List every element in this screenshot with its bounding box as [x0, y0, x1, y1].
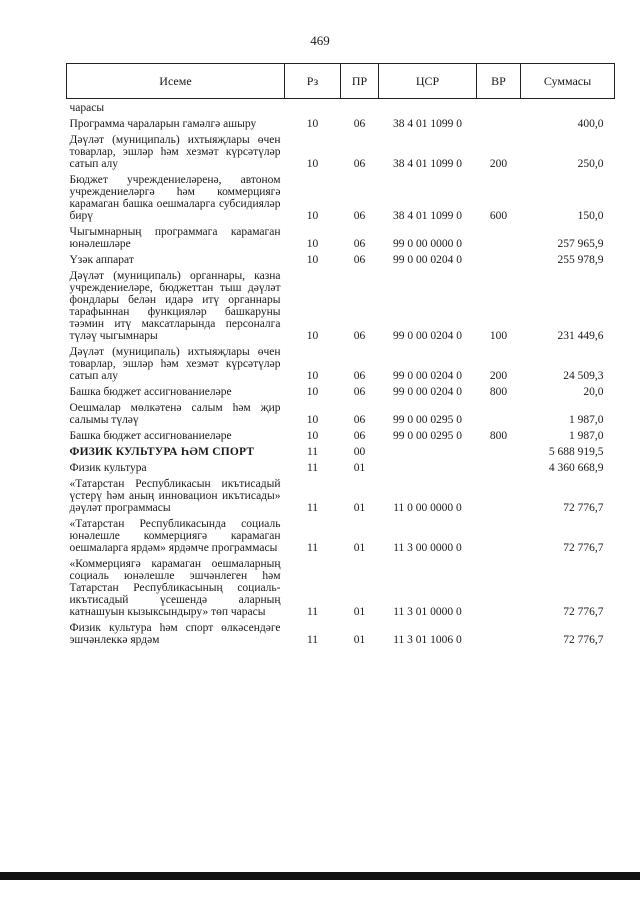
table-row: [67, 223, 615, 251]
cell-rz: 10: [306, 158, 319, 170]
cell-csr: [379, 443, 477, 459]
cell-pr: 01: [353, 502, 366, 514]
header-name: Исеме: [67, 64, 285, 99]
cell-name: Дәүләт (муниципаль) органнары, казна учреждениеләре, бюджеттан тыш дәүләт фондлары белән идарә итү органнары тарафыннан функцияләр башкаруны тәэмин итү максатларында персоналга түләү чыгымнары: [69, 270, 281, 342]
cell-name: Үзәк аппарат: [69, 254, 134, 266]
cell-name: Дәүләт (муниципаль) ихтыяҗлары өчен товарлар, эшләр һәм хезмәт күрсәтүләр сатып алу: [69, 346, 281, 382]
cell-pr: 01: [353, 462, 366, 474]
cell-rz: 10: [306, 386, 319, 398]
cell-sum: 72 776,7: [563, 634, 604, 646]
cell-csr: 99 0 00 0000 0: [393, 238, 462, 250]
cell-pr: 06: [353, 330, 366, 342]
table-body: [67, 99, 615, 648]
cell-rz: 11: [306, 446, 319, 458]
cell-sum: 1 987,0: [569, 430, 604, 442]
cell-pr: 01: [353, 634, 366, 646]
cell-vr: [477, 115, 521, 131]
cell-csr: 38 4 01 1099 0: [393, 158, 462, 170]
cell-pr: 06: [353, 414, 366, 426]
cell-rz: 11: [306, 542, 319, 554]
cell-name: чарасы: [69, 102, 105, 114]
cell-pr: 01: [353, 542, 366, 554]
cell-name: «Татарстан Республикасын икътисадый үстерү һәм аның инновацион икътисады» дәүләт программасы: [69, 478, 281, 514]
table-header: [67, 64, 615, 99]
cell-name: «Коммерциягә карамаган оешмаларның социаль юнәлешле эшчәнлеген һәм Татарстан Республикасының социаль-икътисадый үсешендә аларның катнашуын кызыксындыру» төп чарасы: [69, 558, 281, 618]
table-row: [67, 251, 615, 267]
cell-name: Дәүләт (муниципаль) ихтыяҗлары өчен товарлар, эшләр һәм хезмәт күрсәтүләр сатып алу: [69, 134, 281, 170]
cell-pr: 06: [353, 254, 366, 266]
page-number: 469: [310, 33, 330, 48]
header-vr: ВР: [477, 64, 521, 99]
cell-name: ФИЗИК КУЛЬТУРА ҺӘМ СПОРТ: [69, 446, 255, 458]
table-row: [67, 399, 615, 427]
cell-vr: [477, 223, 521, 251]
cell-vr: 100: [489, 330, 508, 342]
cell-csr: [379, 99, 477, 116]
cell-rz: 10: [306, 118, 319, 130]
cell-vr: [477, 399, 521, 427]
cell-csr: 99 0 00 0295 0: [393, 430, 462, 442]
table-row: [67, 99, 615, 116]
cell-rz: 10: [306, 254, 319, 266]
cell-rz: 10: [306, 210, 319, 222]
cell-rz: 11: [306, 634, 319, 646]
cell-csr: 99 0 00 0204 0: [393, 330, 462, 342]
cell-sum: 400,0: [577, 118, 604, 130]
cell-vr: [477, 475, 521, 515]
cell-vr: 200: [489, 158, 508, 170]
cell-sum: 20,0: [583, 386, 604, 398]
cell-vr: 200: [489, 370, 508, 382]
table-row: [67, 515, 615, 555]
cell-pr: 06: [353, 158, 366, 170]
cell-vr: 800: [489, 430, 508, 442]
cell-rz: 11: [306, 606, 319, 618]
cell-sum: 1 987,0: [569, 414, 604, 426]
cell-rz: 10: [306, 414, 319, 426]
table-row: [67, 619, 615, 647]
cell-sum: 250,0: [577, 158, 604, 170]
cell-sum: 5 688 919,5: [548, 446, 604, 458]
page-bottom-border: [0, 872, 640, 880]
cell-sum: 231 449,6: [557, 330, 604, 342]
cell-name: Чыгымнарның программага карамаган юнәлешләре: [69, 226, 281, 250]
cell-pr: 01: [353, 606, 366, 618]
cell-pr: [341, 99, 379, 116]
cell-pr: 06: [353, 238, 366, 250]
cell-csr: 11 3 01 1006 0: [393, 634, 462, 646]
table-row: [67, 171, 615, 223]
cell-csr: 38 4 01 1099 0: [393, 118, 462, 130]
cell-vr: [477, 443, 521, 459]
cell-rz: 10: [306, 330, 319, 342]
cell-csr: [379, 459, 477, 475]
table-row: [67, 427, 615, 443]
table-row: [67, 555, 615, 619]
header-csr: ЦСР: [379, 64, 477, 99]
table-row: [67, 131, 615, 171]
cell-vr: [477, 251, 521, 267]
cell-sum: 255 978,9: [557, 254, 604, 266]
table-row: [67, 115, 615, 131]
cell-csr: 11 0 00 0000 0: [393, 502, 462, 514]
cell-csr: 11 3 01 0000 0: [393, 606, 462, 618]
cell-name: Программа чараларын гамәлгә ашыру: [69, 118, 257, 130]
cell-rz: 11: [306, 462, 319, 474]
cell-csr: 38 4 01 1099 0: [393, 210, 462, 222]
cell-csr: 11 3 00 0000 0: [393, 542, 462, 554]
cell-name: Физик культура: [69, 462, 147, 474]
cell-pr: 06: [353, 370, 366, 382]
cell-sum: 72 776,7: [563, 542, 604, 554]
cell-sum: 72 776,7: [563, 606, 604, 618]
cell-csr: 99 0 00 0295 0: [393, 414, 462, 426]
cell-vr: 800: [489, 386, 508, 398]
cell-pr: 06: [353, 210, 366, 222]
header-sum: Суммасы: [521, 64, 615, 99]
cell-rz: 11: [306, 502, 319, 514]
table-row: [67, 475, 615, 515]
cell-sum: 4 360 668,9: [548, 462, 604, 474]
cell-pr: 06: [353, 118, 366, 130]
cell-name: «Татарстан Республикасында социаль юнәлешле коммерциягә карамаган оешмаларга ярдәм» ярдәмче программасы: [69, 518, 281, 554]
cell-rz: 10: [306, 370, 319, 382]
cell-rz: 10: [306, 430, 319, 442]
cell-name: Башка бюджет ассигнованиеләре: [69, 386, 232, 398]
cell-name: Оешмалар мөлкәтенә салым һәм җир салымы түләү: [69, 402, 281, 426]
cell-pr: 06: [353, 386, 366, 398]
header-rz: Рз: [285, 64, 341, 99]
header-pr: ПР: [341, 64, 379, 99]
cell-sum: 257 965,9: [557, 238, 604, 250]
cell-vr: [477, 99, 521, 116]
cell-csr: 99 0 00 0204 0: [393, 254, 462, 266]
cell-vr: [477, 619, 521, 647]
table-row: [67, 459, 615, 475]
table-row: [67, 443, 615, 459]
cell-rz: 10: [306, 238, 319, 250]
cell-vr: [477, 459, 521, 475]
cell-sum: [521, 99, 615, 116]
cell-name: Бюджет учреждениеләренә, автоном учреждениеләргә һәм коммерциягә карамаган башка оешмаларга субсидияләр бирү: [69, 174, 281, 222]
cell-vr: 600: [489, 210, 508, 222]
cell-sum: 24 509,3: [563, 370, 604, 382]
cell-pr: 00: [353, 446, 366, 458]
table-row: [67, 267, 615, 343]
cell-csr: 99 0 00 0204 0: [393, 386, 462, 398]
cell-name: Физик культура һәм спорт өлкәсендәге эшчәнлеккә ярдәм: [69, 622, 281, 646]
cell-sum: 72 776,7: [563, 502, 604, 514]
cell-csr: 99 0 00 0204 0: [393, 370, 462, 382]
budget-table: [66, 63, 615, 647]
table-row: [67, 383, 615, 399]
table-row: [67, 343, 615, 383]
cell-vr: [477, 515, 521, 555]
cell-vr: [477, 555, 521, 619]
cell-sum: 150,0: [577, 210, 604, 222]
cell-pr: 06: [353, 430, 366, 442]
cell-rz: [285, 99, 341, 116]
cell-name: Башка бюджет ассигнованиеләре: [69, 430, 232, 442]
